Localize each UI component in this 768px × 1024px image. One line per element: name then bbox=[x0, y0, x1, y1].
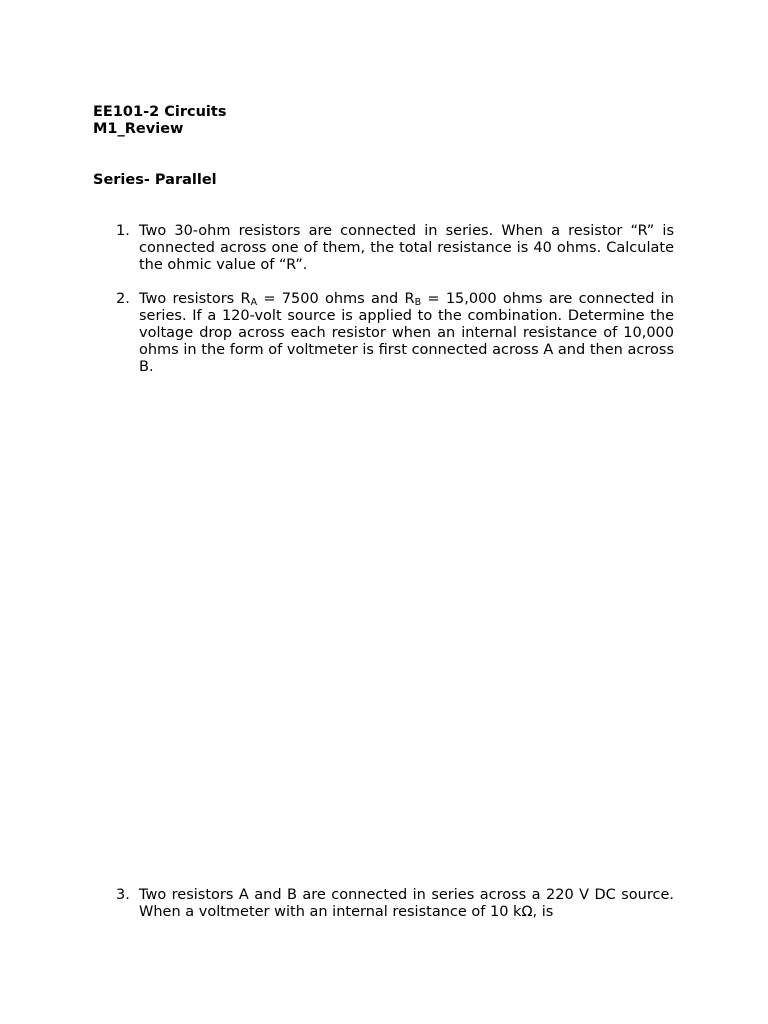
module-title: M1_Review bbox=[93, 121, 184, 137]
problem-2 bbox=[93, 291, 674, 376]
problem-2-number: 2. bbox=[116, 291, 130, 307]
course-title: EE101-2 Circuits bbox=[93, 104, 227, 120]
problem-3-number: 3. bbox=[116, 887, 130, 903]
problem-2-text-part-3: = 15,000 ohms are connected in series. If a 120-volt source is applied to the combination. Determine the voltage drop across each resistor when an internal resistance of 10,000 ohms in the form of voltmeter is first connected across A and then across B. bbox=[139, 291, 674, 375]
problem-3-text: Two resistors A and B are connected in series across a 220 V DC source. When a voltmeter with an internal resistance of 10 kΩ, is bbox=[139, 887, 674, 920]
section-title: Series- Parallel bbox=[93, 172, 217, 188]
problem-1-number: 1. bbox=[116, 223, 130, 239]
problem-2-text-part-1: Two resistors R bbox=[139, 291, 251, 307]
problem-3 bbox=[93, 887, 674, 921]
problem-1-text: Two 30-ohm resistors are connected in series. When a resistor “R” is connected across one of them, the total resistance is 40 ohms. Calculate the ohmic value of “R”. bbox=[139, 223, 674, 273]
subscript-a: A bbox=[250, 297, 258, 308]
subscript-b: B bbox=[414, 297, 422, 308]
problem-2-text-part-2: = 7500 ohms and R bbox=[257, 291, 415, 307]
problem-1 bbox=[93, 223, 674, 274]
problem-2-text bbox=[139, 291, 674, 376]
